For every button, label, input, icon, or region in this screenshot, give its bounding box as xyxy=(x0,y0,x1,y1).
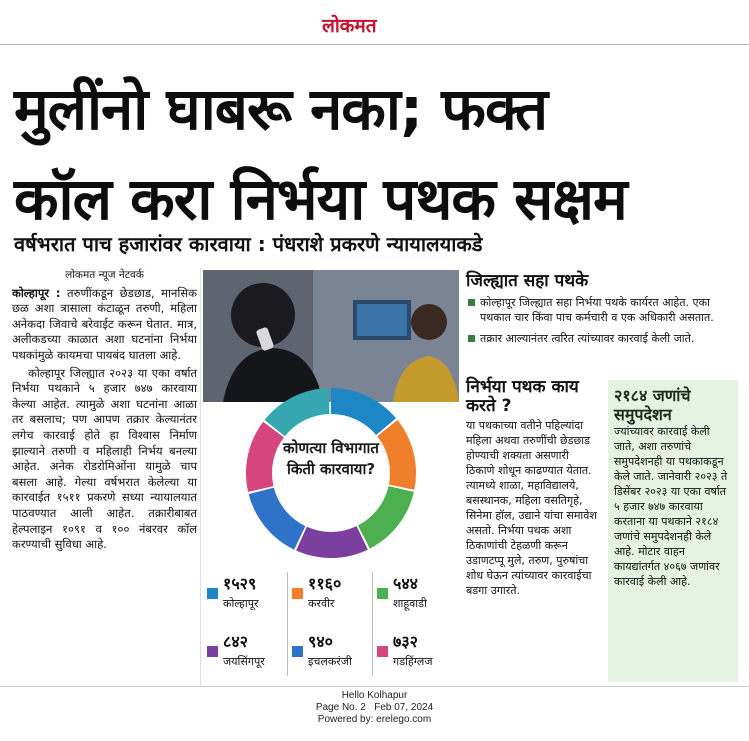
stat-color-square xyxy=(377,646,388,657)
stat-item xyxy=(203,624,285,680)
stat-value: ८४२ xyxy=(223,632,248,651)
footer-divider xyxy=(0,686,749,687)
donut-segment xyxy=(259,430,274,489)
list-item xyxy=(466,295,744,325)
counselling-box xyxy=(608,380,738,682)
infographic-stats xyxy=(203,566,459,686)
headline-line-2: कॉल करा निर्भया पथक सक्षम xyxy=(14,165,627,233)
list-item xyxy=(466,331,744,346)
donut-segment xyxy=(275,401,329,428)
donut-segment xyxy=(387,428,403,487)
what-squad-does-heading: निर्भया पथक काय करते ? xyxy=(466,377,579,416)
donut-segment xyxy=(261,491,300,538)
masthead-divider xyxy=(0,44,749,45)
donut-segment xyxy=(301,538,362,545)
bullet-icon xyxy=(468,299,475,306)
column-rule xyxy=(200,268,201,686)
stat-color-square xyxy=(207,646,218,657)
six-squads-box xyxy=(466,268,744,352)
stat-item xyxy=(373,566,455,622)
stat-name: इचलकरंजी xyxy=(308,655,352,668)
headline xyxy=(14,64,744,244)
footer-powered: Powered by: erelego.com xyxy=(317,714,432,725)
left-column-article xyxy=(12,268,197,553)
stat-value: ५४४ xyxy=(393,574,418,593)
stat-name: जयसिंगपूर xyxy=(223,655,265,668)
stat-item xyxy=(288,566,370,622)
stat-divider xyxy=(372,572,373,676)
footer-page-date xyxy=(0,702,749,714)
six-squads-heading: जिल्ह्यात सहा पथके xyxy=(466,271,589,291)
stat-item xyxy=(288,624,370,680)
stat-value: ११६० xyxy=(308,574,342,593)
footer-page: Page No. 2 xyxy=(315,702,366,713)
lokmat-logo: लोकमत xyxy=(322,15,377,37)
stat-value: ७३२ xyxy=(393,632,418,651)
stat-name: करवीर xyxy=(308,597,335,610)
stat-color-square xyxy=(292,588,303,599)
article-paragraph-2: कोल्हापूर जिल्ह्यात २०२३ या एका वर्षात निर्भया पथकाने ५ हजार ७४७ कारवाया केल्या आहेत. त्यामुळे अशा घटनांना आळा तर बसलाच; पण आपण तक्रार केल्यानंतर लगेच कारवाई होते हा विश्वास निर्माण झाल्याने तरुणी व महिलाही निर्भय बनल्या आहेत. अनेक रोडरोमिओंना यामुळे चाप बसला आहे. गेल्या वर्षभरात केलेल्या या कारवाईत १५११ प्रकरणे सध्या न्यायालयात पाठवण्यात आली आहेत. तक्रारीबाबत हेल्पलाइन १०९१ व १०० नंबरवर कॉल करण्याची सुविधा आहे. xyxy=(12,365,197,552)
six-squads-list xyxy=(466,295,744,346)
byline: लोकमत न्यूज नेटवर्क xyxy=(65,269,144,281)
donut-segment xyxy=(331,401,386,427)
stat-value: १५२९ xyxy=(223,574,257,593)
counselling-text: ज्यांच्यावर कारवाई केली जाते, अशा तरुणांचे समुपदेशनही या पथकाकडून केले जाते. जानेवारी २०२३ ते डिसेंबर २०२३ या एका वर्षात ५ हजार ७४७ कारवाया करताना या पथकाने २१८४ जणांचे समुपदेशनही केले आहे. मोटार वाहन कायद्यांतर्गत ४०६७ जणांवर कारवाई केली आहे. xyxy=(614,425,728,588)
stat-color-square xyxy=(377,588,388,599)
article-paragraph-1 xyxy=(12,286,197,364)
footer-edition: Hello Kolhapur xyxy=(341,690,408,701)
subheadline: वर्षभरात पाच हजारांवर कारवाया : पंधराशे प्रकरणे न्यायालयाकडे xyxy=(14,232,483,256)
stat-name: शाहूवाडी xyxy=(393,597,427,610)
stat-name: कोल्हापूर xyxy=(223,597,259,610)
list-item-text: तक्रार आल्यानंतर त्वरित त्यांच्यावर कारवाई केली जाते. xyxy=(480,332,695,345)
stat-color-square xyxy=(207,588,218,599)
stat-item xyxy=(373,624,455,680)
stat-divider xyxy=(287,572,288,676)
stat-name: गडहिंग्लज xyxy=(393,655,433,668)
bullet-icon xyxy=(468,335,475,342)
stat-item xyxy=(203,566,285,622)
donut-segment xyxy=(364,489,401,537)
what-squad-does-text: या पथकाच्या वतीने पहिल्यांदा महिला अथवा तरुणींची छेडछाड होण्याची शक्यता असणारी ठिकाणे शोधून काढण्यात येतात. त्यामध्ये शाळा, महाविद्यालये, बसस्थानक, महिला वसतिगृहे, सिनेमा हॉल, उद्याने यांचा समावेश असतो. निर्भया पथक अशा ठिकाणांची टेहळणी करून उडाणटप्पू मुले, तरुण, पुरुषांचा शोध घेऊन त्यांच्यावर कारवाईचा बडगा उगारते. xyxy=(466,419,597,597)
dateline: कोल्हापूर : xyxy=(12,285,61,300)
footer-date: Feb 07, 2024 xyxy=(374,702,434,713)
page-footer xyxy=(0,690,749,726)
donut-center-text: कोणत्या विभागात किती कारवाया? xyxy=(283,439,379,478)
masthead xyxy=(0,0,749,44)
counselling-heading: २१८४ जणांचे समुपदेशन xyxy=(614,386,691,424)
list-item-text: कोल्हापूर जिल्ह्यात सहा निर्भया पथके कार्यरत आहेत. एका पथकात चार किंवा पाच कर्मचारी व एक अधिकारी असतात. xyxy=(480,296,714,324)
stat-value: ९४० xyxy=(308,632,333,651)
headline-line-1: मुलींनो घाबरू नका; फक्त xyxy=(14,75,548,143)
stat-color-square xyxy=(292,646,303,657)
infographic-donut xyxy=(203,380,459,566)
article-paragraph-1-text: तरुणींकडून छेडछाड, मानसिक छळ अशा त्रासाला कंटाळून तरुणी, महिला अनेकदा जिवाचे बरेवाईट करून घेतात. मात्र, अलीकडच्या काळात अशा घटनांना निर्भया पथकांमुळे कायमचा पायबंद घातला आहे. xyxy=(12,285,197,362)
what-squad-does-column xyxy=(466,378,600,598)
